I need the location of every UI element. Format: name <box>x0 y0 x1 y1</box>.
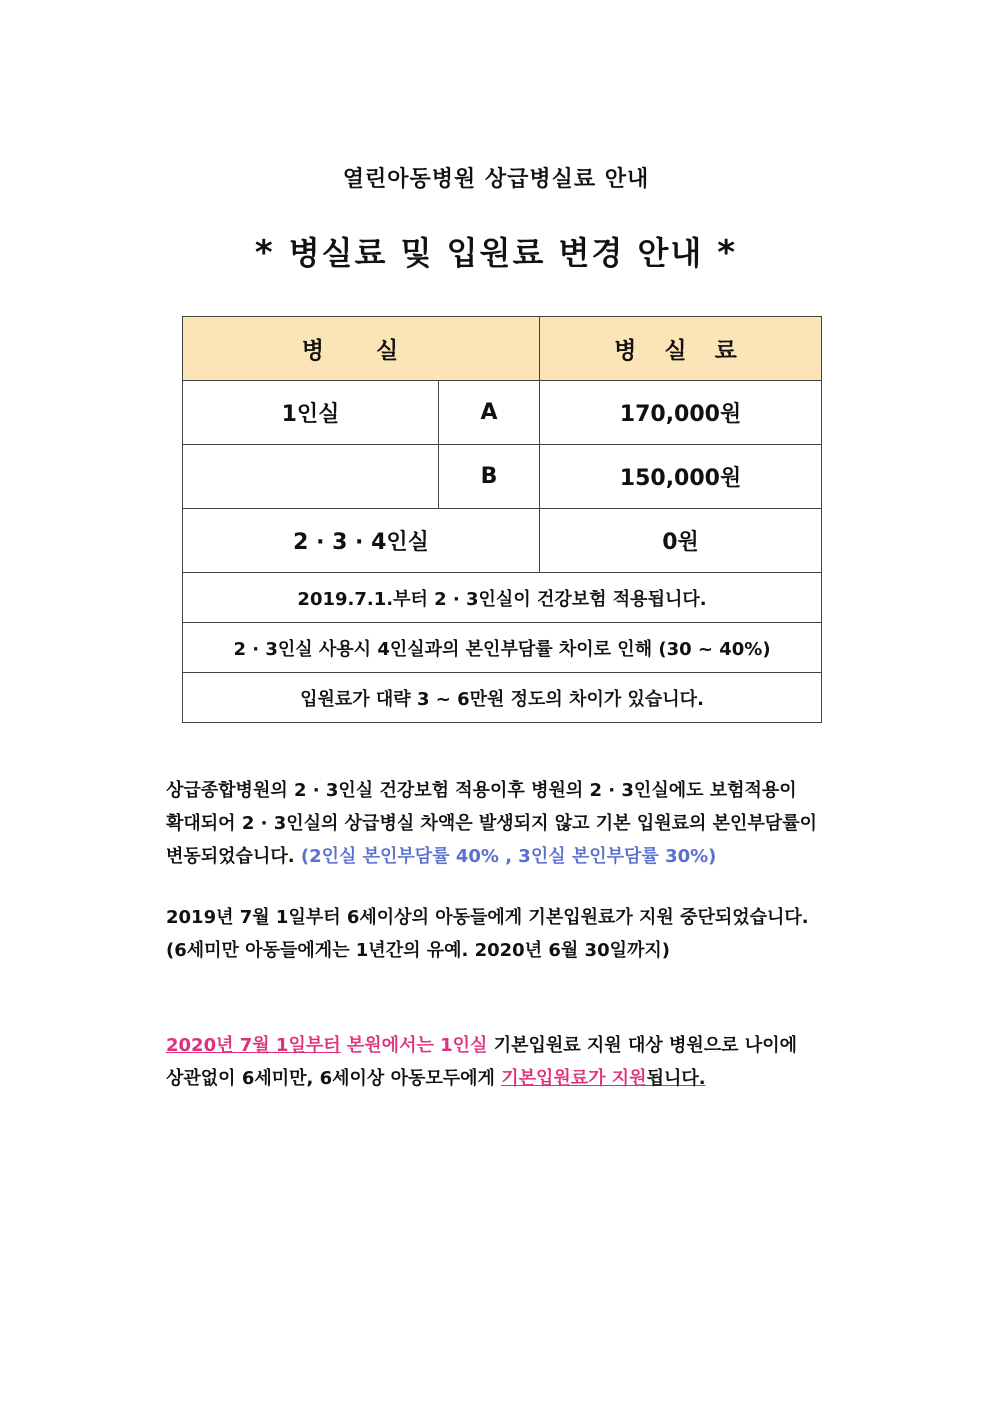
notice-title <box>0 228 992 274</box>
room-cell: 1인실 <box>183 381 439 445</box>
paragraph-line: (6세미만 아동들에게는 1년간의 유예. 2020년 6월 30일까지) <box>166 940 670 961</box>
paragraph-line: 상관없이 6세미만, 6세이상 아동모두에게 기본입원료가 지원됩니다. <box>166 1068 706 1089</box>
multi-rate-cell: 0원 <box>540 509 822 573</box>
paragraph-line: 2019년 7월 1일부터 6세이상의 아동들에게 기본입원료가 지원 중단되었습니다. <box>166 907 809 928</box>
room-cell <box>183 445 439 509</box>
table-note-row <box>183 573 822 623</box>
asterisk-right-icon: * <box>717 233 738 273</box>
room-type-cell: B <box>439 445 540 509</box>
paragraph-line: 확대되어 2 · 3인실의 상급병실 차액은 발생되지 않고 기본 입원료의 본인부담률이 <box>166 813 817 834</box>
table-header-row <box>183 317 822 381</box>
paragraph-line: 2020년 7월 1일부터 본원에서는 1인실 기본입원료 지원 대상 병원으로 나이에 <box>166 1035 797 1056</box>
room-type-cell: A <box>439 381 540 445</box>
insurance-paragraph <box>166 774 846 873</box>
support-start-paragraph <box>166 1029 846 1095</box>
support-end-paragraph <box>166 901 846 967</box>
rate-cell: 150,000원 <box>540 445 822 509</box>
header-rate: 병 실 료 <box>540 317 822 381</box>
room-rate-table <box>182 316 822 723</box>
multi-room-cell: 2 · 3 · 4인실 <box>183 509 540 573</box>
table-row <box>183 381 822 445</box>
notice-title-text: 병실료 및 입원료 변경 안내 <box>288 234 704 272</box>
note-cell: 입원료가 대략 3 ~ 6만원 정도의 차이가 있습니다. <box>183 673 822 723</box>
header-room: 병 실 <box>183 317 540 381</box>
note-cell: 2 · 3인실 사용시 4인실과의 본인부담률 차이로 인해 (30 ~ 40%) <box>183 623 822 673</box>
copay-highlight: (2인실 본인부담률 40% , 3인실 본인부담률 30%) <box>300 846 717 867</box>
table-row <box>183 445 822 509</box>
date-highlight: 2020년 7월 1일부터 <box>166 1035 341 1056</box>
note-cell: 2019.7.1.부터 2 · 3인실이 건강보험 적용됩니다. <box>183 573 822 623</box>
rate-cell: 170,000원 <box>540 381 822 445</box>
asterisk-left-icon: * <box>254 233 275 273</box>
paragraph-line: 상급종합병원의 2 · 3인실 건강보험 적용이후 병원의 2 · 3인실에도 보험적용이 <box>166 780 797 801</box>
table-note-row <box>183 673 822 723</box>
notice-subtitle: 열린아동병원 상급병실료 안내 <box>342 167 650 192</box>
table-row <box>183 509 822 573</box>
support-highlight: 기본입원료가 지원 <box>501 1068 647 1089</box>
paragraph-line: 변동되었습니다. (2인실 본인부담률 40% , 3인실 본인부담률 30%) <box>166 846 717 867</box>
hospital-highlight: 본원에서는 1인실 <box>346 1035 488 1056</box>
table-note-row <box>183 623 822 673</box>
